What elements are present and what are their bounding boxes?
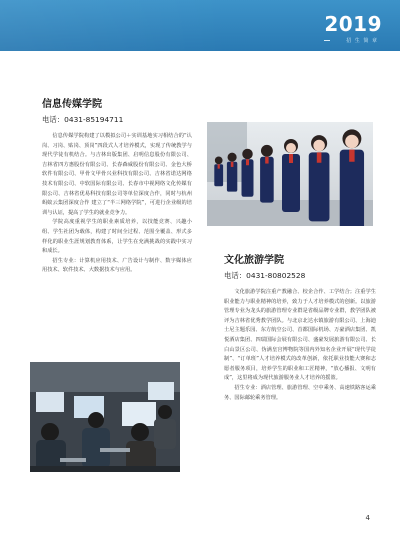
tourism-college-phone: 电话：0431-80802528 <box>224 271 306 280</box>
brochure-subtitle: 招 生 简 章 <box>346 38 378 44</box>
year-label: 2019 <box>324 12 382 36</box>
media-paragraph: 招生专业：计算机应用技术、广告设计与制作、数字媒体应用技术、软件技术、大数据技术与应用。 <box>42 257 192 274</box>
tourism-paragraph: 文化旅游学院注重产教融合、校企合作、工学结合；注重学生职业能力与职业精神的培养，致力于人才培养模式的创新。以旅游管理专业为龙头的旅游管理专业群是省级品牌专业群，教学团队被评为吉林省优秀教学团队。与北京北达水镇旅游有限公司、上海迪士尼主题乐园、东方航空公司、首都国际机场、万豪酒店集团、凯悦酒店集团、四瑞国际会展有限公司、盛豪发展旅游有限公司、长白山景区公司、伪满皇宫博物院等国内外知名企业开展“现代学徒制”、“订单班”人才培养模式的改革创新，依托职业技能大赛和志愿者服务项目，培养学生的职业和工匠精神，“放心播报、文明有成”，这里将成为现代旅游服务业人才培养的摇篮。 <box>224 289 376 382</box>
media-paragraph: 信息传媒学院构建了以模拟公司＋实训基地实习相结合的“认岗、习岗、贴岗、顶岗”四段式人才培养模式，实现了传统教学与现代学徒有机结合。与吉林出版集团、启明信息股份有限公司、吉林省四方惠股份有限公司、长春森威股份有限公司、金色大桥软件有限公司、甲骨文甲骨兴业科技有限公司、吉林省诺达网络技术有限公司、中软国际有限公司、长春市中视网络文化传媒有限公司、吉林省优易科技有限公司等单位深度合作，同时与杭州蚂蚁云集团深度合作 建立了“半三网络学院”，可进行企业级的培训与认证，提高了学生的就业竞争力。 <box>42 133 192 216</box>
media-college-title: 信息传媒学院 <box>42 99 102 110</box>
attendants-photo <box>207 122 373 226</box>
header-banner <box>0 0 400 51</box>
subtitle-divider-left <box>324 40 330 41</box>
media-paragraph: 学院高度重视学生的职业素质培养，以技能竞赛、兴趣小组、学生社团为载体，构建了时间全过程、范围全覆盖、形式多样化的职业生涯规划教育体系，让学生在充满挑战的实践中实习和成长。 <box>42 219 192 255</box>
media-college-body <box>42 132 192 276</box>
tourism-college-body <box>224 288 376 403</box>
computer-lab-photo <box>30 362 180 472</box>
page-number: 4 <box>365 514 370 522</box>
media-college-phone: 电话：0431-85194711 <box>42 115 124 124</box>
tourism-paragraph: 招生专业：酒店管理、旅游管理、空中乘务、高速铁路客运乘务、国际邮轮乘务管理。 <box>224 384 376 401</box>
banner-decoration <box>0 0 230 51</box>
tourism-college-title: 文化旅游学院 <box>224 255 284 266</box>
